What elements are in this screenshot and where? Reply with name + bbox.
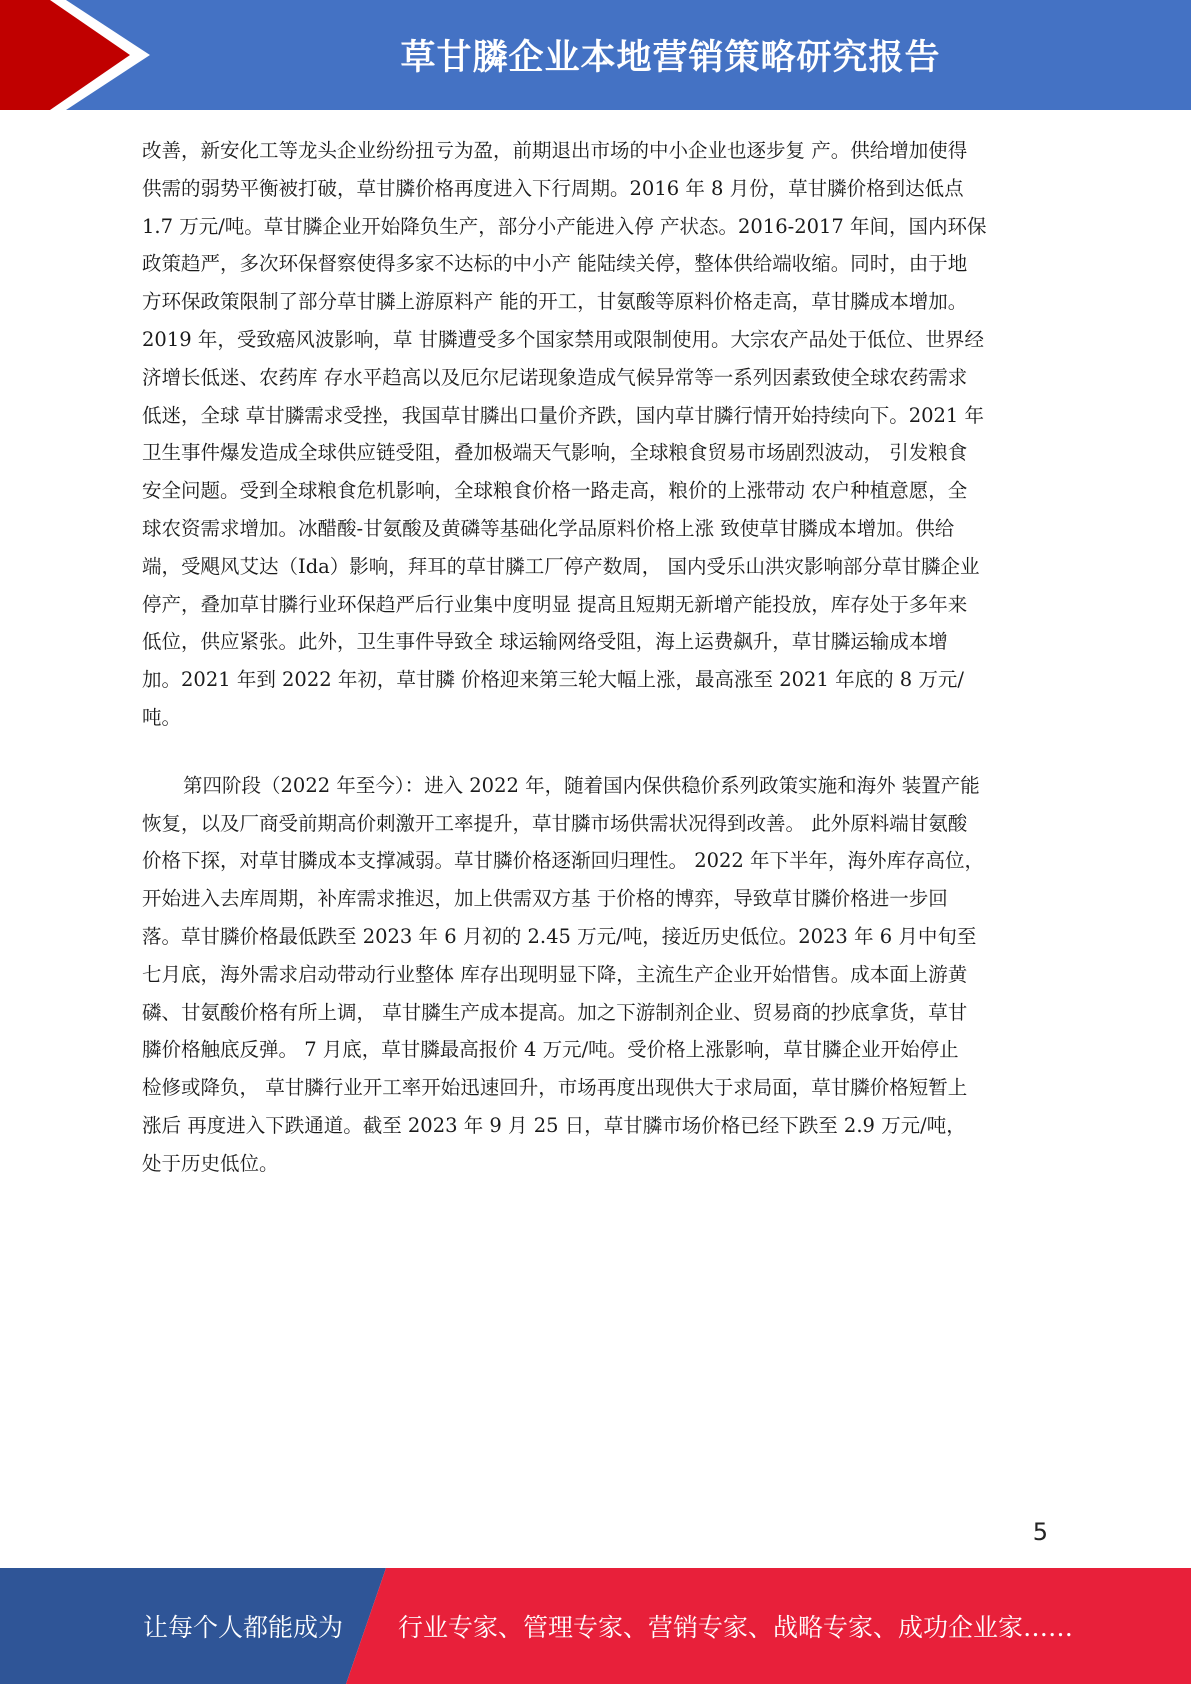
- chevron-arrow-icon: [0, 0, 150, 110]
- text-line: 膦价格触底反弹。 7 月底，草甘膦最高报价 4 万元/吨。受价格上涨影响，草甘膦企业开始停止: [142, 1038, 959, 1062]
- text-line: 磷、甘氨酸价格有所上调， 草甘膦生产成本提高。加之下游制剂企业、贸易商的抄底拿货，草甘: [142, 1000, 968, 1024]
- text-line: 开始进入去库周期，补库需求推迟，加上供需双方基 于价格的博弈，导致草甘膦价格进一步回: [142, 887, 948, 911]
- text-line: 停产，叠加草甘膦行业环保趋严后行业集中度明显 提高且短期无新增产能投放，库存处于多年来: [142, 592, 968, 616]
- text-line: 价格下探，对草甘膦成本支撑减弱。草甘膦价格逐渐回归理性。 2022 年下半年，海外库存高位，: [142, 849, 985, 873]
- text-line: 恢复，以及厂商受前期高价刺激开工率提升，草甘膦市场供需状况得到改善。 此外原料端甘氨酸: [142, 811, 968, 835]
- text-line: 1.7 万元/吨。草甘膦企业开始降负生产，部分小产能进入停 产状态。2016-2017 年间，国内环保: [142, 214, 987, 238]
- text-line: 吨。: [142, 705, 182, 729]
- text-line: 方环保政策限制了部分草甘膦上游原料产 能的开工，甘氨酸等原料价格走高，草甘膦成本增加。: [142, 290, 968, 314]
- text-line: 检修或降负， 草甘膦行业开工率开始迅速回升，市场再度出现供大于求局面，草甘膦价格短暂上: [142, 1076, 968, 1100]
- text-line: 低迷，全球 草甘膦需求受挫，我国草甘膦出口量价齐跌，国内草甘膦行情开始持续向下。2021 年: [142, 403, 985, 427]
- text-line: 卫生事件爆发造成全球供应链受阻，叠加极端天气影响，全球粮食贸易市场剧烈波动， 引发粮食: [142, 441, 968, 465]
- text-line: 涨后 再度进入下跌通道。截至 2023 年 9 月 25 日，草甘膦市场价格已经下跌至 2.9 万元/吨，: [142, 1113, 966, 1137]
- text-line: 第四阶段（2022 年至今）：进入 2022 年，随着国内保供稳价系列政策实施和海外 装置产能: [183, 773, 980, 797]
- footer-slogan-right: 行业专家、管理专家、营销专家、战略专家、成功企业家……: [398, 1613, 1074, 1642]
- footer-band: [0, 1568, 1191, 1684]
- page-title: 草甘膦企业本地营销策略研究报告: [400, 38, 941, 78]
- text-line: 处于历史低位。: [142, 1151, 279, 1175]
- text-line: 改善，新安化工等龙头企业纷纷扭亏为盈，前期退出市场的中小企业也逐步复 产。供给增加使得: [142, 139, 968, 162]
- text-line: 七月底，海外需求启动带动行业整体 库存出现明显下降，主流生产企业开始惜售。成本面上游黄: [142, 962, 968, 986]
- text-line: 落。草甘膦价格最低跌至 2023 年 6 月初的 2.45 万元/吨，接近历史低位。2023 年 6 月中旬至: [142, 924, 977, 948]
- text-line: 政策趋严，多次环保督察使得多家不达标的中小产 能陆续关停，整体供给端收缩。同时，由于地: [142, 252, 968, 276]
- paragraph-2: [142, 767, 1046, 1183]
- text-line: 端，受飓风艾达（Ida）影响，拜耳的草甘膦工厂停产数周， 国内受乐山洪灾影响部分草甘膦企业: [142, 554, 980, 578]
- text-line: 低位，供应紧张。此外，卫生事件导致全 球运输网络受阻，海上运费飙升，草甘膦运输成本增: [142, 630, 948, 654]
- text-line: 2019 年，受致癌风波影响，草 甘膦遭受多个国家禁用或限制使用。大宗农产品处于低位、世界经: [142, 327, 985, 351]
- body-text: [142, 132, 1046, 1183]
- text-line: 供需的弱势平衡被打破，草甘膦价格再度进入下行周期。2016 年 8 月份，草甘膦价格到达低点: [142, 176, 964, 200]
- text-line: 球农资需求增加。冰醋酸-甘氨酸及黄磷等基础化学品原料价格上涨 致使草甘膦成本增加。供给: [142, 516, 955, 540]
- footer-slogan-left: 让每个人都能成为: [143, 1613, 344, 1642]
- text-line: 加。2021 年到 2022 年初，草甘膦 价格迎来第三轮大幅上涨，最高涨至 2021 年底的 8 万元/: [142, 668, 964, 692]
- paragraph-1: [142, 132, 1046, 737]
- text-line: 安全问题。受到全球粮食危机影响，全球粮食价格一路走高，粮价的上涨带动 农户种植意愿，全: [142, 479, 968, 503]
- header-band: [0, 0, 1191, 110]
- page-number: 5: [1032, 1518, 1048, 1546]
- text-line: 济增长低迷、农药库 存水平趋高以及厄尔尼诺现象造成气候异常等一系列因素致使全球农药需求: [142, 365, 968, 389]
